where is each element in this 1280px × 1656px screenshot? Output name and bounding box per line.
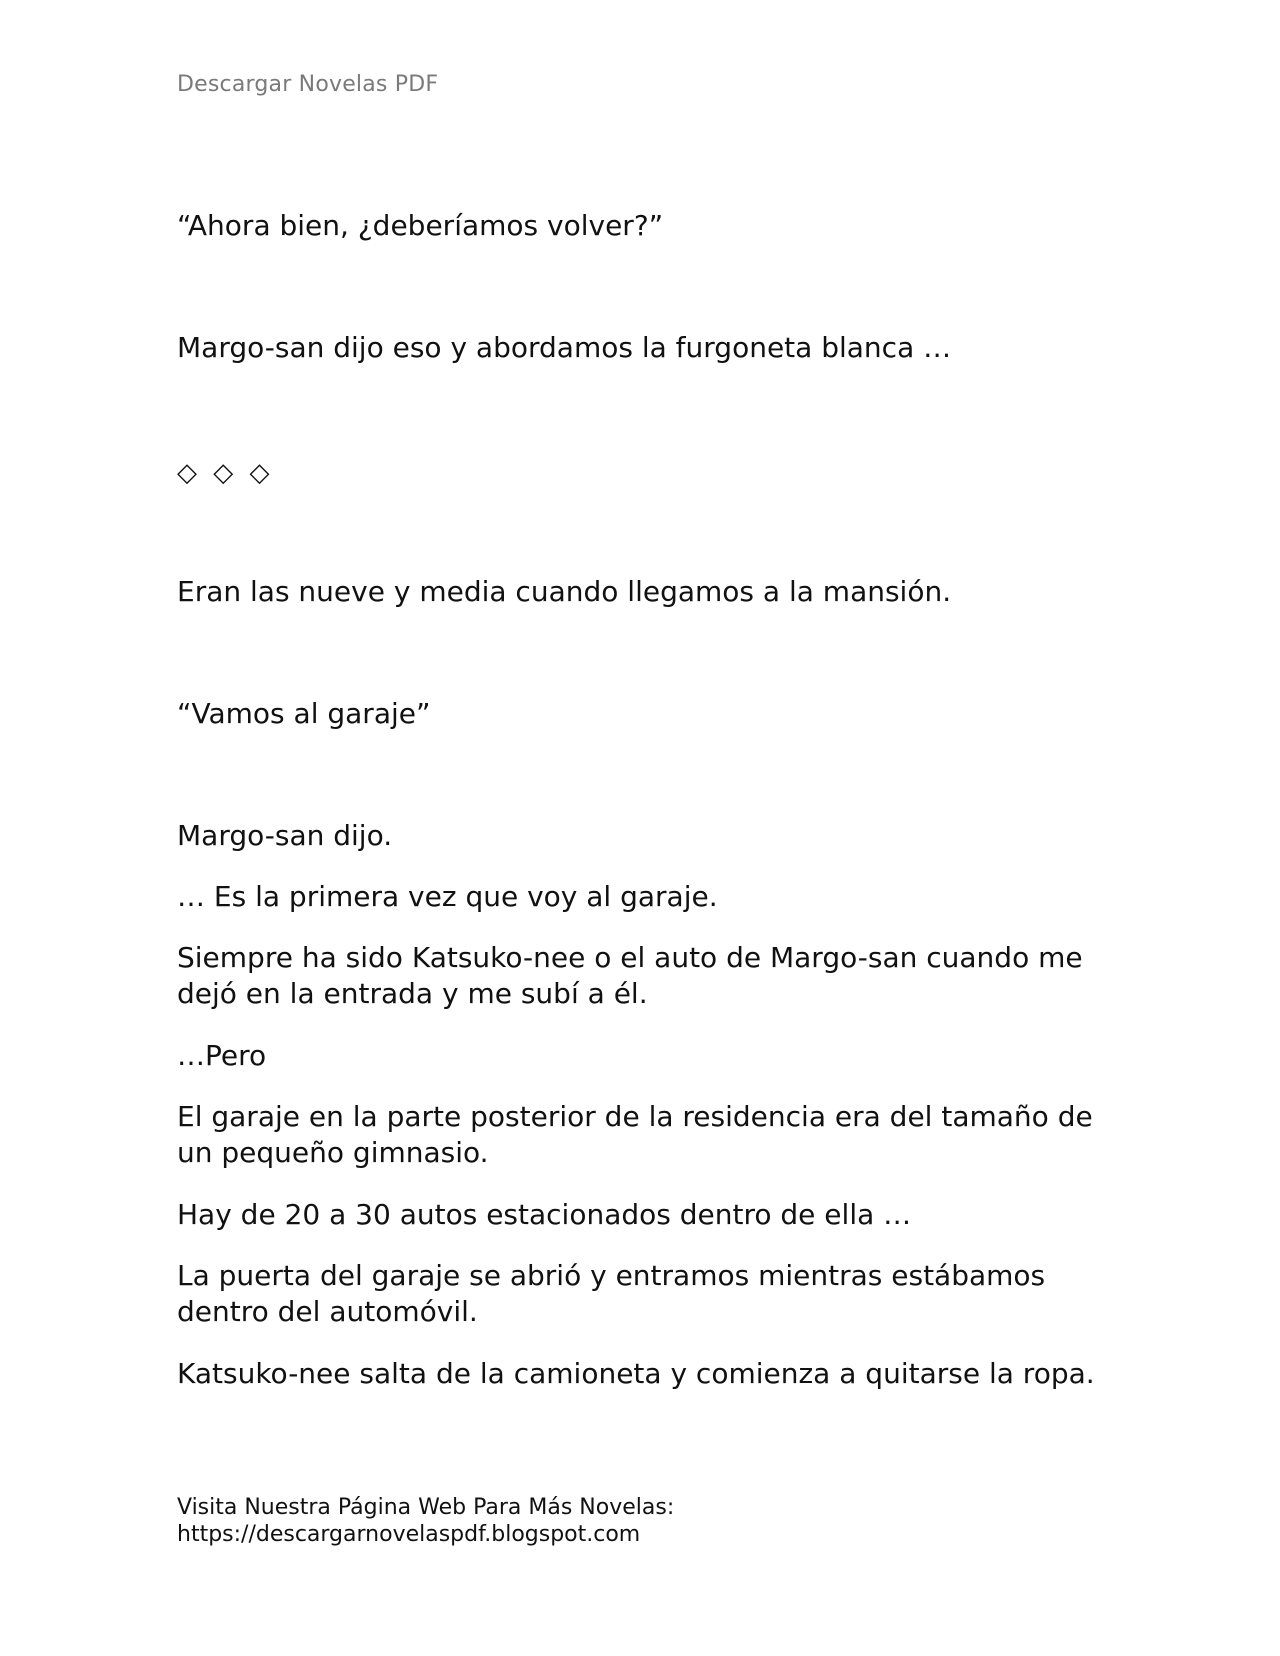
page-header: Descargar Novelas PDF [177,72,439,97]
footer-site-link[interactable]: https://descargarnovelaspdf.blogspot.com [177,1522,641,1547]
paragraph-10: El garaje en la parte posterior de la residencia era del tamaño de un pequeño gimnasio. [177,1100,1093,1169]
paragraph-12: La puerta del garaje se abrió y entramos mientras estábamos dentro del automóvil. [177,1259,1046,1328]
page-footer [177,1494,674,1548]
paragraph-2: Margo-san dijo eso y abordamos la furgoneta blanca … [177,331,952,364]
paragraph-9: …Pero [177,1039,267,1072]
paragraph-dialogue-1: “Ahora bien, ¿deberíamos volver?” [177,209,664,242]
scene-break-separator: ◇ ◇ ◇ [177,458,274,488]
paragraph-4: Eran las nueve y media cuando llegamos a la mansión. [177,575,952,608]
paragraph-dialogue-5: “Vamos al garaje” [177,697,431,730]
paragraph-7: … Es la primera vez que voy al garaje. [177,880,718,913]
paragraph-11: Hay de 20 a 30 autos estacionados dentro de ella … [177,1198,912,1231]
footer-promo-text: Visita Nuestra Página Web Para Más Novelas: [177,1495,675,1520]
paragraph-6: Margo-san dijo. [177,819,393,852]
paragraph-8: Siempre ha sido Katsuko-nee o el auto de Margo-san cuando me dejó en la entrada y me subí a él. [177,941,1083,1010]
paragraph-13: Katsuko-nee salta de la camioneta y comienza a quitarse la ropa. [177,1357,1095,1390]
